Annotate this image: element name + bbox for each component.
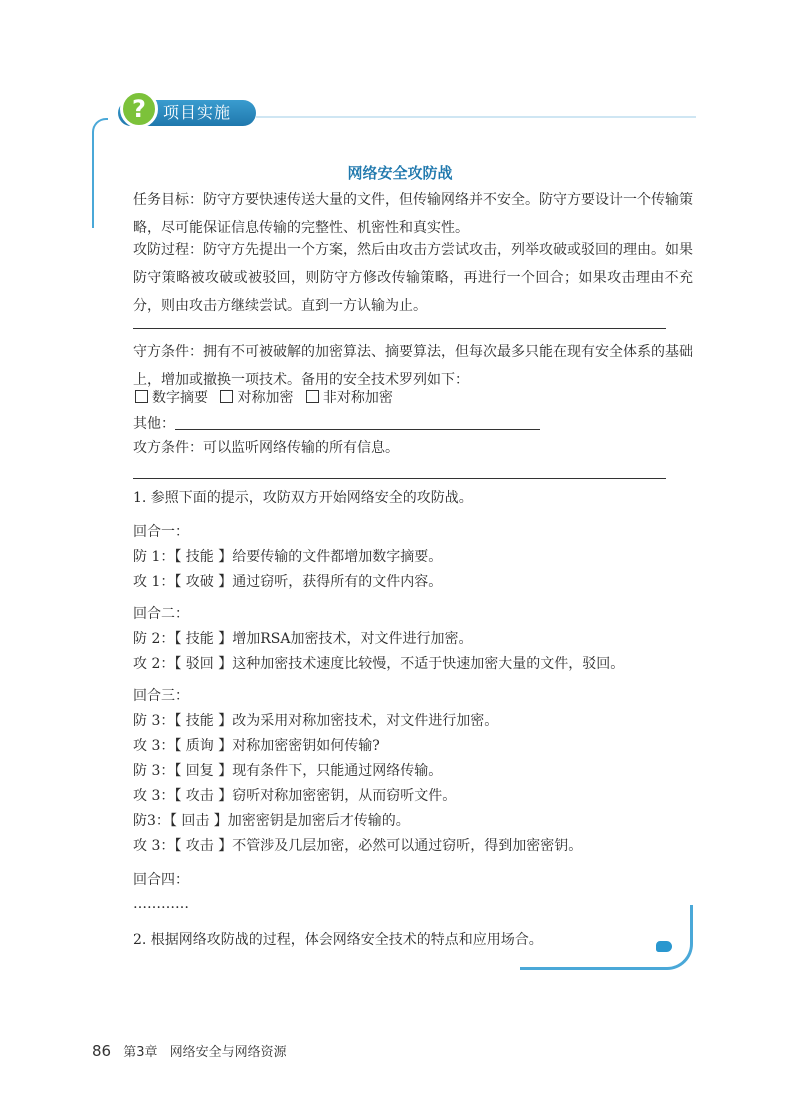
round-move: 攻 3：【 攻击 】窃听对称加密密钥，从而窃听文件。 <box>133 788 457 804</box>
round-move: 攻 2：【 驳回 】这种加密技术速度比较慢，不适于快速加密大量的文件，驳回。 <box>133 656 625 672</box>
option-checkboxes <box>133 384 399 412</box>
divider <box>133 478 666 479</box>
question-icon: ? <box>120 90 158 128</box>
other-fill-line[interactable] <box>175 413 540 430</box>
option-label: 非对称加密 <box>322 390 393 406</box>
option-digest[interactable] <box>133 390 208 406</box>
round-3-title: 回合三： <box>133 688 189 704</box>
task-goal: 任务目标：防守方要快速传送大量的文件，但传输网络并不安全。防守方要设计一个传输策略，尽可能保证信息传输的完整性、机密性和真实性。 <box>133 192 693 236</box>
option-label: 数字摘要 <box>152 390 208 406</box>
checkbox-symmetric[interactable] <box>220 390 233 403</box>
option-label: 对称加密 <box>237 390 294 406</box>
attacker-conditions: 攻方条件：可以监听网络传输的所有信息。 <box>133 440 399 456</box>
round-move: 防3：【 回击 】加密密钥是加密后才传输的。 <box>133 813 410 829</box>
round-move: ………… <box>133 896 189 912</box>
round-move: 攻 3：【 攻击 】不管涉及几层加密，必然可以通过窃听，得到加密密钥。 <box>133 838 583 854</box>
instruction-2: 2. 根据网络攻防战的过程，体会网络安全技术的特点和应用场合。 <box>133 932 543 948</box>
option-asymmetric[interactable] <box>304 390 393 406</box>
instruction-1: 1. 参照下面的提示，攻防双方开始网络安全的攻防战。 <box>133 490 473 506</box>
round-2-title: 回合二： <box>133 606 189 622</box>
checkbox-digest[interactable] <box>135 390 148 403</box>
page-title: 网络安全攻防战 <box>347 164 453 182</box>
chapter-title: 网络安全与网络资源 <box>169 1045 287 1060</box>
round-move: 攻 1：【 攻破 】通过窃听，获得所有的文件内容。 <box>133 574 443 590</box>
attack-defense-process: 攻防过程：防守方先提出一个方案，然后由攻击方尝试攻击，列举攻破或驳回的理由。如果防守策略被攻破或被驳回，则防守方修改传输策略，再进行一个回合；如果攻击理由不充分，则由攻击方继续尝试。直到一方认输为止。 <box>133 242 693 314</box>
round-move: 防 3：【 技能 】改为采用对称加密技术，对文件进行加密。 <box>133 713 499 729</box>
chapter-number: 第3章 <box>123 1045 158 1060</box>
page-number: 86 <box>92 1042 112 1060</box>
round-move: 防 2：【 技能 】增加RSA加密技术，对文件进行加密。 <box>133 631 473 647</box>
divider <box>133 328 666 329</box>
round-move: 防 3：【 回复 】现有条件下，只能通过网络传输。 <box>133 763 443 779</box>
section-tab-label: 项目实施 <box>163 103 232 122</box>
option-symmetric[interactable] <box>218 390 293 406</box>
defender-conditions: 守方条件：拥有不可被破解的加密算法、摘要算法，但每次最多只能在现有安全体系的基础上，增加或撤换一项技术。备用的安全技术罗列如下： <box>133 344 693 388</box>
other-label: 其他： <box>133 416 175 432</box>
frame-decoration-top <box>256 116 696 118</box>
round-4-title: 回合四： <box>133 872 189 888</box>
frame-decoration-bottom <box>520 905 693 970</box>
checkbox-asymmetric[interactable] <box>306 390 319 403</box>
round-1-title: 回合一： <box>133 524 189 540</box>
round-move: 防 1：【 技能 】给要传输的文件都增加数字摘要。 <box>133 549 443 565</box>
round-move: 攻 3：【 质询 】对称加密密钥如何传输? <box>133 738 380 754</box>
pointing-hand-icon <box>656 941 672 952</box>
page-footer <box>92 1041 287 1060</box>
